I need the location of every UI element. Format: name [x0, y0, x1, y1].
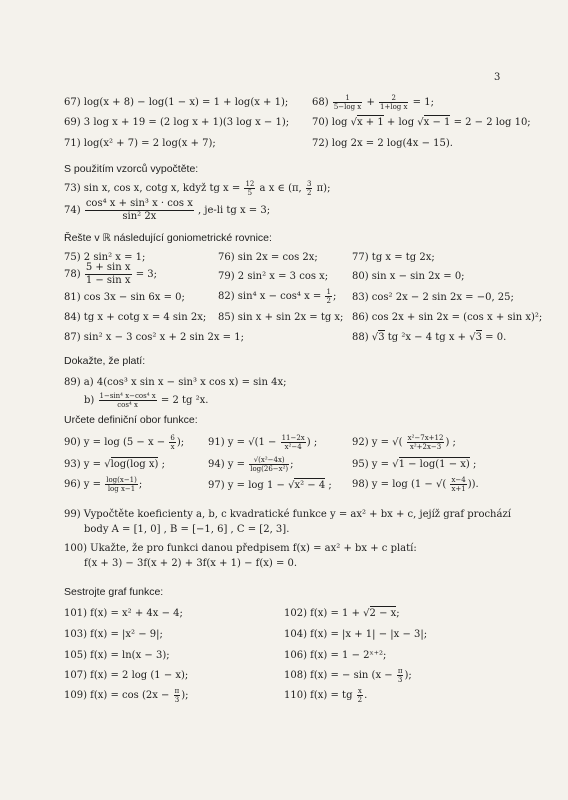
- fraction: [85, 262, 132, 287]
- text: 90) y = log (5 − x −: [64, 437, 166, 448]
- problem-77: 77) tg x = tg 2x;: [352, 252, 435, 263]
- problem-96: [64, 476, 142, 493]
- numerator: 1: [333, 94, 362, 103]
- fraction: [450, 476, 466, 493]
- problem-90: [64, 434, 184, 451]
- radicand: x + 1: [356, 117, 384, 128]
- problem-70: [312, 116, 531, 129]
- text: = 2 tg ²x.: [160, 395, 209, 406]
- fraction: [281, 434, 306, 451]
- problem-99-line1: 99) Vypočtěte koeficienty a, b, c kvadratické funkce y = ax² + bx + c, jejíž graf prochází: [64, 509, 511, 520]
- text: ;: [325, 480, 332, 491]
- problem-109: [64, 687, 189, 704]
- fraction: [357, 687, 363, 704]
- operator: +: [366, 97, 375, 108]
- text: 93) y = √: [64, 459, 111, 470]
- fraction: [379, 94, 408, 111]
- text: ;: [332, 291, 337, 302]
- denominator: 2: [306, 189, 312, 197]
- text: ;: [158, 459, 165, 470]
- text: , je-li tg x = 3;: [198, 205, 271, 216]
- problem-108: [284, 667, 412, 684]
- fraction: [105, 476, 138, 493]
- heading-vzorce: S použitím vzorců vypočtěte:: [64, 163, 199, 175]
- numerator: 3: [306, 180, 312, 188]
- text: 94) y =: [208, 459, 246, 470]
- denominator: log x−1: [107, 485, 136, 493]
- text: ;: [469, 459, 477, 470]
- problem-110: [284, 687, 367, 704]
- denominator: log(26−x²): [250, 465, 289, 473]
- fraction: [325, 288, 331, 305]
- problem-104: 104) f(x) = |x + 1| − |x − 3|;: [284, 629, 428, 640]
- denominator: 3: [174, 696, 180, 704]
- problem-74: [64, 198, 270, 223]
- text: ;: [396, 608, 400, 619]
- problem-106: 106) f(x) = 1 − 2ˣ⁺²;: [284, 650, 387, 661]
- fraction: [306, 180, 312, 197]
- numerator: 1−sin⁴ x−cos⁴ x: [99, 392, 156, 400]
- problem-93: [64, 458, 165, 471]
- numerator: π: [397, 667, 403, 675]
- problem-84: 84) tg x + cotg x = 4 sin 2x;: [64, 312, 207, 323]
- denominator: x²+2x−3: [409, 443, 442, 451]
- text: ;: [138, 479, 143, 490]
- numerator: x−4: [451, 476, 466, 484]
- problem-98: [352, 476, 479, 493]
- text: 88) √: [352, 332, 379, 343]
- text: 73) sin x, cos x, cotg x, když tg x =: [64, 183, 241, 194]
- denominator: x+1: [451, 485, 466, 493]
- denominator: cos⁴ x: [117, 401, 138, 409]
- problem-number: 74): [64, 205, 81, 216]
- text: b): [84, 395, 95, 406]
- fraction: [333, 94, 362, 111]
- problem-73: [64, 180, 330, 197]
- text: 98) y = log (1 − √(: [352, 479, 447, 490]
- radicand: 3: [378, 332, 385, 343]
- problem-105: 105) f(x) = ln(x − 3);: [64, 650, 170, 661]
- problem-107: 107) f(x) = 2 log (1 − x);: [64, 670, 189, 681]
- fraction: [169, 434, 175, 451]
- page-number: 3: [494, 72, 501, 83]
- radicand: log(log x): [110, 459, 159, 470]
- problem-number: 78): [64, 269, 81, 280]
- heading-dokazte: Dokažte, že platí:: [64, 355, 146, 367]
- problem-89b: [84, 392, 208, 409]
- text: a x ∈ (π,: [259, 183, 302, 194]
- denominator: x: [170, 443, 175, 451]
- text: );: [181, 690, 189, 701]
- text: 92) y = √(: [352, 437, 403, 448]
- problem-99-line2: body A = [1, 0] , B = [−1, 6] , C = [2, 3].: [84, 524, 290, 535]
- denominator: 3: [397, 676, 403, 684]
- problem-82: [218, 288, 336, 305]
- text: 108) f(x) = − sin (x −: [284, 670, 393, 681]
- radicand: 1 − log(1 − x): [398, 459, 470, 470]
- text: π);: [316, 183, 331, 194]
- text: 82) sin⁴ x − cos⁴ x =: [218, 291, 322, 302]
- fraction: [407, 434, 445, 451]
- problem-85: 85) sin x + sin 2x = tg x;: [218, 312, 344, 323]
- rhs: = 1;: [412, 97, 434, 108]
- numerator: log(x−1): [106, 476, 137, 484]
- problem-75: 75) 2 sin² x = 1;: [64, 252, 146, 263]
- numerator: 1: [326, 288, 331, 296]
- problem-80: 80) sin x − sin 2x = 0;: [352, 271, 465, 282]
- problem-88: [352, 331, 506, 344]
- radicand: x² − 4: [294, 480, 326, 491]
- fraction: [99, 392, 157, 409]
- heading-graf: Sestrojte graf funkce:: [64, 586, 164, 598]
- problem-81: 81) cos 3x − sin 6x = 0;: [64, 292, 185, 303]
- fraction: [85, 198, 194, 223]
- problem-86: 86) cos 2x + sin 2x = (cos x + sin x)²;: [352, 312, 543, 323]
- problem-68: [312, 94, 434, 111]
- numerator: π: [174, 687, 180, 695]
- text: );: [176, 437, 185, 448]
- denominator: x²−4: [284, 443, 302, 451]
- problem-71: 71) log(x² + 7) = 2 log(x + 7);: [64, 138, 216, 149]
- problem-94: [208, 456, 294, 473]
- text: = 0.: [482, 332, 507, 343]
- problem-95: [352, 458, 476, 471]
- numerator: 6: [170, 434, 175, 442]
- heading-rovnice: Řešte v ℝ následující goniometrické rovnice:: [64, 232, 272, 244]
- problem-76: 76) sin 2x = cos 2x;: [218, 252, 318, 263]
- problem-91: [208, 434, 317, 451]
- denominator: 5−log x: [333, 103, 362, 111]
- numerator: cos⁴ x + sin³ x · cos x: [85, 198, 193, 209]
- text: 95) y = √: [352, 459, 399, 470]
- numerator: x: [357, 687, 362, 695]
- text: 96) y =: [64, 479, 102, 490]
- text: 91) y = √(1 −: [208, 437, 277, 448]
- text: 109) f(x) = cos (2x −: [64, 690, 170, 701]
- problem-number: 68): [312, 97, 329, 108]
- problem-83: 83) cos² 2x − 2 sin 2x = −0, 25;: [352, 292, 514, 303]
- problem-87: 87) sin² x − 3 cos² x + 2 sin 2x = 1;: [64, 332, 244, 343]
- denominator: 1+log x: [380, 103, 408, 111]
- text: = 3;: [135, 269, 157, 280]
- text: + log √: [383, 117, 424, 128]
- denominator: 2: [326, 297, 331, 305]
- numerator: √(x²−4x): [249, 456, 289, 465]
- fraction: [174, 687, 181, 704]
- problem-92: [352, 434, 456, 451]
- text: )).: [467, 479, 479, 490]
- problem-78: [64, 262, 157, 287]
- radicand: x − 1: [423, 117, 451, 128]
- problem-103: 103) f(x) = |x² − 9|;: [64, 629, 163, 640]
- problem-102: [284, 607, 400, 620]
- text: 110) f(x) = tg: [284, 690, 353, 701]
- problem-100-line1: 100) Ukažte, že pro funkci danou předpisem f(x) = ax² + bx + c platí:: [64, 543, 417, 554]
- fraction: [249, 456, 289, 473]
- numerator: x²−7x+12: [407, 434, 444, 442]
- problem-69: 69) 3 log x + 19 = (2 log x + 1)(3 log x − 1);: [64, 117, 290, 128]
- text: ) ;: [445, 437, 456, 448]
- problem-79: 79) 2 sin² x = 3 cos x;: [218, 271, 329, 282]
- text: ) ;: [306, 437, 318, 448]
- problem-97: [208, 479, 332, 492]
- problem-100-line2: f(x + 3) − 3f(x + 2) + 3f(x + 1) − f(x) = 0.: [84, 558, 298, 569]
- numerator: 12: [245, 180, 255, 188]
- text: tg ²x − 4 tg x + √: [384, 332, 476, 343]
- fraction: [397, 667, 404, 684]
- denominator: sin² 2x: [122, 211, 157, 222]
- text: = 2 − 2 log 10;: [450, 117, 531, 128]
- radicand: 3: [475, 332, 482, 343]
- text: );: [404, 670, 412, 681]
- text: 97) y = log 1 − √: [208, 480, 295, 491]
- text: ;: [290, 459, 294, 470]
- radicand: 2 − x: [369, 608, 397, 619]
- heading-obor: Určete definiční obor funkce:: [64, 414, 198, 426]
- numerator: 11−2x: [281, 434, 305, 442]
- text: 70) log √: [312, 117, 357, 128]
- text: .: [364, 690, 368, 701]
- problem-72: 72) log 2x = 2 log(4x − 15).: [312, 138, 453, 149]
- numerator: 5 + sin x: [85, 262, 131, 273]
- denominator: 5: [247, 189, 253, 197]
- denominator: 1 − sin x: [85, 275, 131, 286]
- denominator: 2: [357, 696, 363, 704]
- text: 102) f(x) = 1 + √: [284, 608, 370, 619]
- problem-89a: 89) a) 4(cos³ x sin x − sin³ x cos x) = sin 4x;: [64, 377, 287, 388]
- numerator: 2: [379, 94, 408, 103]
- problem-101: 101) f(x) = x² + 4x − 4;: [64, 608, 183, 619]
- problem-67: 67) log(x + 8) − log(1 − x) = 1 + log(x + 1);: [64, 97, 289, 108]
- fraction: [244, 180, 255, 197]
